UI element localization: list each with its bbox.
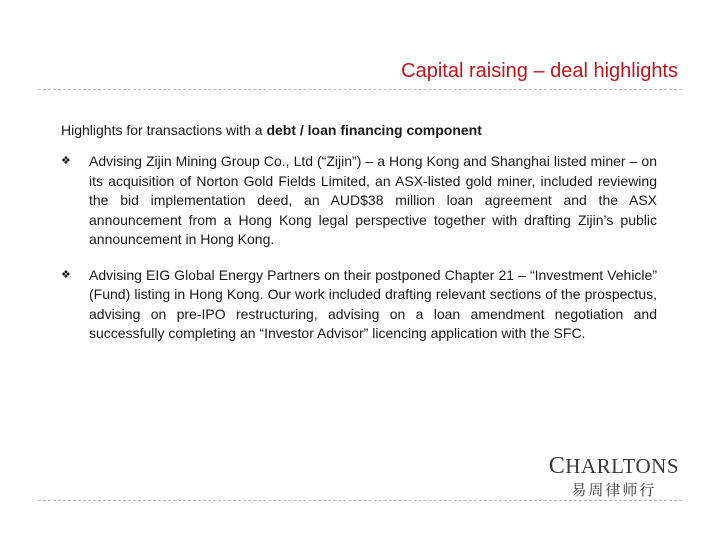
bullet-item [61, 152, 657, 250]
bottom-divider [38, 500, 682, 501]
bullet-list [61, 152, 657, 360]
logo-initial: C [548, 453, 566, 479]
intro-text [61, 122, 661, 138]
top-divider [38, 89, 682, 90]
charltons-logo [549, 455, 679, 500]
intro-bold: debt / loan financing component [266, 122, 482, 138]
logo-wordmark [549, 455, 679, 477]
bullet-item [61, 266, 657, 344]
square-bullet-icon: ❖ [61, 154, 71, 167]
slide-title: Capital raising – deal highlights [401, 60, 678, 82]
bullet-text: Advising Zijin Mining Group Co., Ltd (“Zijin”) – a Hong Kong and Shanghai listed miner – on its acquisition of Norton Gold Fields Limited, an ASX-listed gold miner, included reviewing the bid implementation deed, an AUD$38 million loan agreement and the ASX announcement from a Hong Kong legal perspective together with drafting Zijin’s public announcement in Hong Kong. [89, 153, 657, 247]
bullet-text: Advising EIG Global Energy Partners on their postponed Chapter 21 – “Investment Vehicle” (Fund) listing in Hong Kong. Our work included drafting relevant sections of the prospectus, advising on pre-IPO restructuring, advising on a loan amendment negotiation and successfully completing an “Investor Advisor” licencing application with the SFC. [89, 266, 657, 341]
intro-prefix: Highlights for transactions with a [61, 122, 267, 138]
square-bullet-icon: ❖ [61, 267, 71, 281]
logo-rest: HARLTONS [565, 454, 679, 478]
logo-chinese: 易周律师行 [571, 481, 657, 499]
